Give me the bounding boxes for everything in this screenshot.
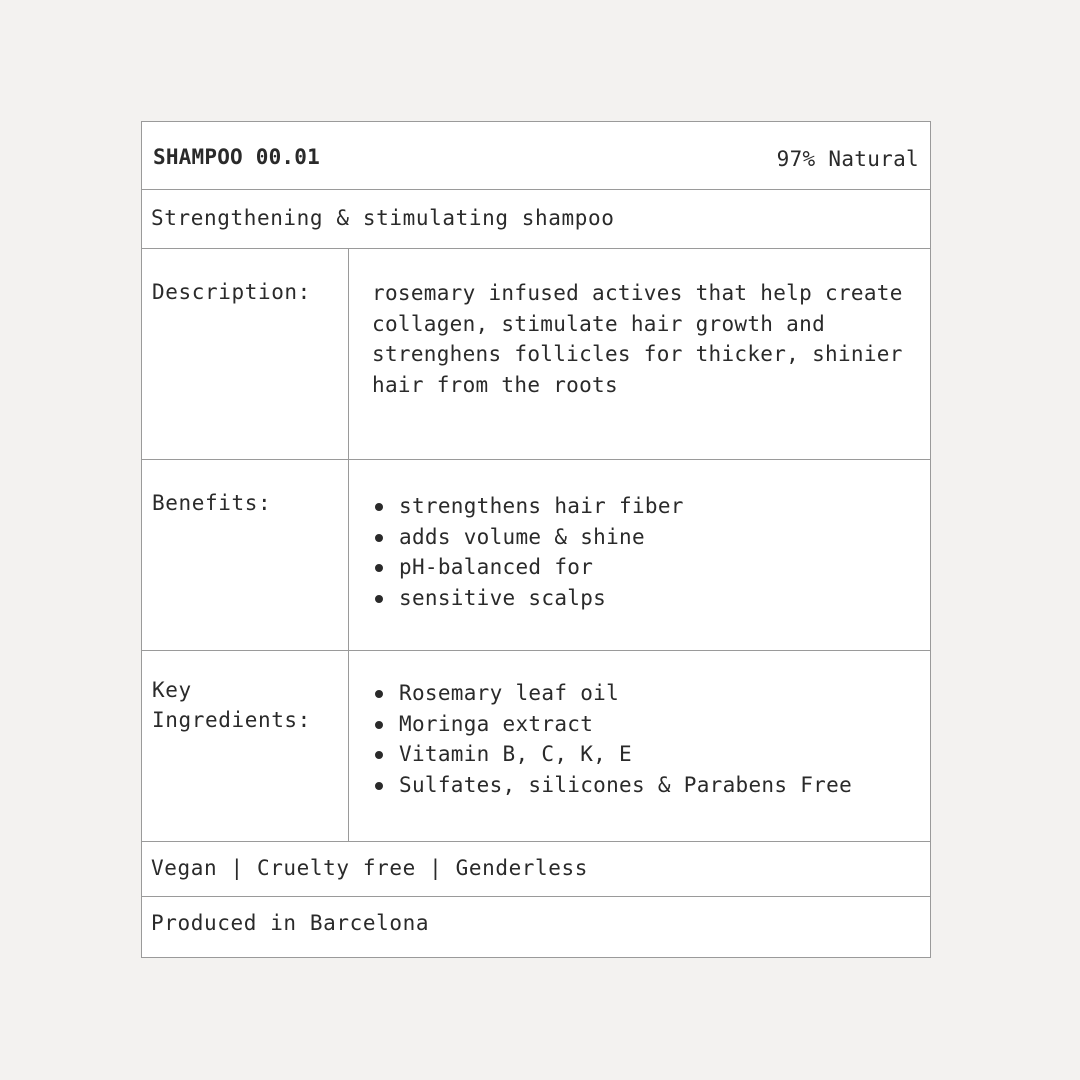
list-item: sensitive scalps: [372, 583, 684, 614]
origin-row: [142, 897, 930, 957]
list-item: strengthens hair fiber: [372, 491, 684, 522]
product-name: SHAMPOO 00.01: [153, 145, 320, 169]
product-claims: Vegan | Cruelty free | Genderless: [151, 856, 589, 880]
benefits-section: [142, 460, 930, 651]
product-subtitle: Strengthening & stimulating shampoo: [151, 206, 615, 230]
label-header: [142, 122, 930, 190]
key-ingredients-label: Key Ingredients:: [152, 678, 311, 732]
list-item: Rosemary leaf oil: [372, 678, 852, 709]
list-item: Vitamin B, C, K, E: [372, 739, 852, 770]
column-divider: [348, 249, 349, 842]
list-item: Moringa extract: [372, 709, 852, 740]
list-item: pH-balanced for: [372, 552, 684, 583]
list-item: adds volume & shine: [372, 522, 684, 553]
benefits-label: Benefits:: [152, 491, 272, 515]
list-item: Sulfates, silicones & Parabens Free: [372, 770, 852, 801]
description-section: [142, 249, 930, 460]
key-ingredients-list: [372, 678, 852, 800]
claims-row: [142, 842, 930, 897]
description-label: Description:: [152, 280, 311, 304]
subtitle-row: [142, 190, 930, 249]
product-label-card: [141, 121, 931, 958]
production-origin: Produced in Barcelona: [151, 911, 430, 935]
natural-percentage: 97% Natural: [776, 147, 919, 171]
benefits-list: [372, 491, 684, 613]
key-ingredients-section: [142, 651, 930, 842]
description-text: rosemary infused actives that help create collagen, stimulate hair growth and strenghens follicles for thicker, shinier hair from the roots: [372, 281, 903, 397]
